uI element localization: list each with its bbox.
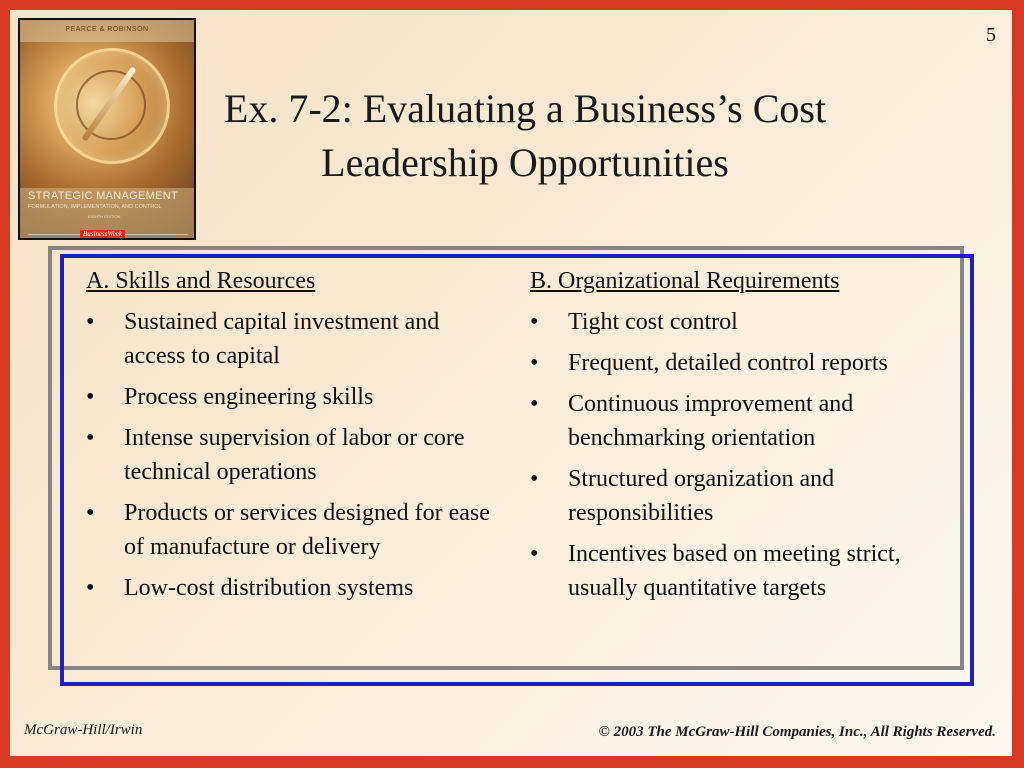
column-organizational-requirements xyxy=(530,264,950,612)
slide-title xyxy=(205,82,845,190)
cover-authors: PEARCE & ROBINSON xyxy=(65,26,149,33)
bullet-icon: • xyxy=(530,391,539,417)
bullet-icon: • xyxy=(530,466,539,492)
footer-publisher: McGraw-Hill/Irwin xyxy=(24,722,143,738)
list-item-text: Sustained capital investment and access to capital xyxy=(124,309,440,369)
list-item-text: Products or services designed for ease of manufacture or delivery xyxy=(124,500,490,560)
bullet-icon: • xyxy=(530,541,539,567)
bullet-icon: • xyxy=(86,309,95,335)
list-item xyxy=(86,305,506,373)
list-item-text: Process engineering skills xyxy=(124,384,374,410)
publisher-logo: BusinessWeek xyxy=(80,230,125,239)
list-item xyxy=(86,421,506,489)
footer-copyright: © 2003 The McGraw-Hill Companies, Inc., All Rights Reserved. xyxy=(598,724,996,740)
list-item-text: Structured organization and responsibilities xyxy=(568,466,835,526)
list-item xyxy=(530,537,950,605)
book-cover-image xyxy=(18,18,196,240)
slide xyxy=(10,10,1012,756)
cover-title: STRATEGIC MANAGEMENT xyxy=(28,190,179,202)
list-item-text: Frequent, detailed control reports xyxy=(568,350,888,376)
list-item xyxy=(530,305,950,339)
page-number: 5 xyxy=(986,24,996,46)
list-item-text: Intense supervision of labor or core technical operations xyxy=(124,425,465,485)
bullet-list xyxy=(86,305,506,605)
list-item-text: Incentives based on meeting strict, usually quantitative targets xyxy=(568,541,901,601)
list-item xyxy=(86,380,506,414)
column-heading: A. Skills and Resources xyxy=(86,268,316,294)
bullet-icon: • xyxy=(530,309,539,335)
list-item-text: Tight cost control xyxy=(568,309,738,335)
bullet-icon: • xyxy=(86,384,95,410)
list-item xyxy=(530,462,950,530)
cover-edition: EIGHTH EDITION xyxy=(88,214,121,219)
bullet-icon: • xyxy=(86,425,95,451)
list-item-text: Continuous improvement and benchmarking orientation xyxy=(568,391,854,451)
slide-title-line-1: Ex. 7-2: Evaluating a Business’s Cost xyxy=(223,86,827,131)
bullet-icon: • xyxy=(530,350,539,376)
list-item xyxy=(86,571,506,605)
bullet-icon: • xyxy=(86,575,95,601)
bullet-icon: • xyxy=(86,500,95,526)
slide-title-line-2: Leadership Opportunities xyxy=(321,140,729,185)
list-item xyxy=(86,496,506,564)
cover-subtitle: FORMULATION, IMPLEMENTATION, AND CONTROL xyxy=(28,204,162,210)
column-heading: B. Organizational Requirements xyxy=(530,268,840,294)
list-item xyxy=(530,387,950,455)
list-item xyxy=(530,346,950,380)
list-item-text: Low-cost distribution systems xyxy=(124,575,414,601)
bullet-list xyxy=(530,305,950,605)
column-skills-and-resources xyxy=(86,264,506,612)
